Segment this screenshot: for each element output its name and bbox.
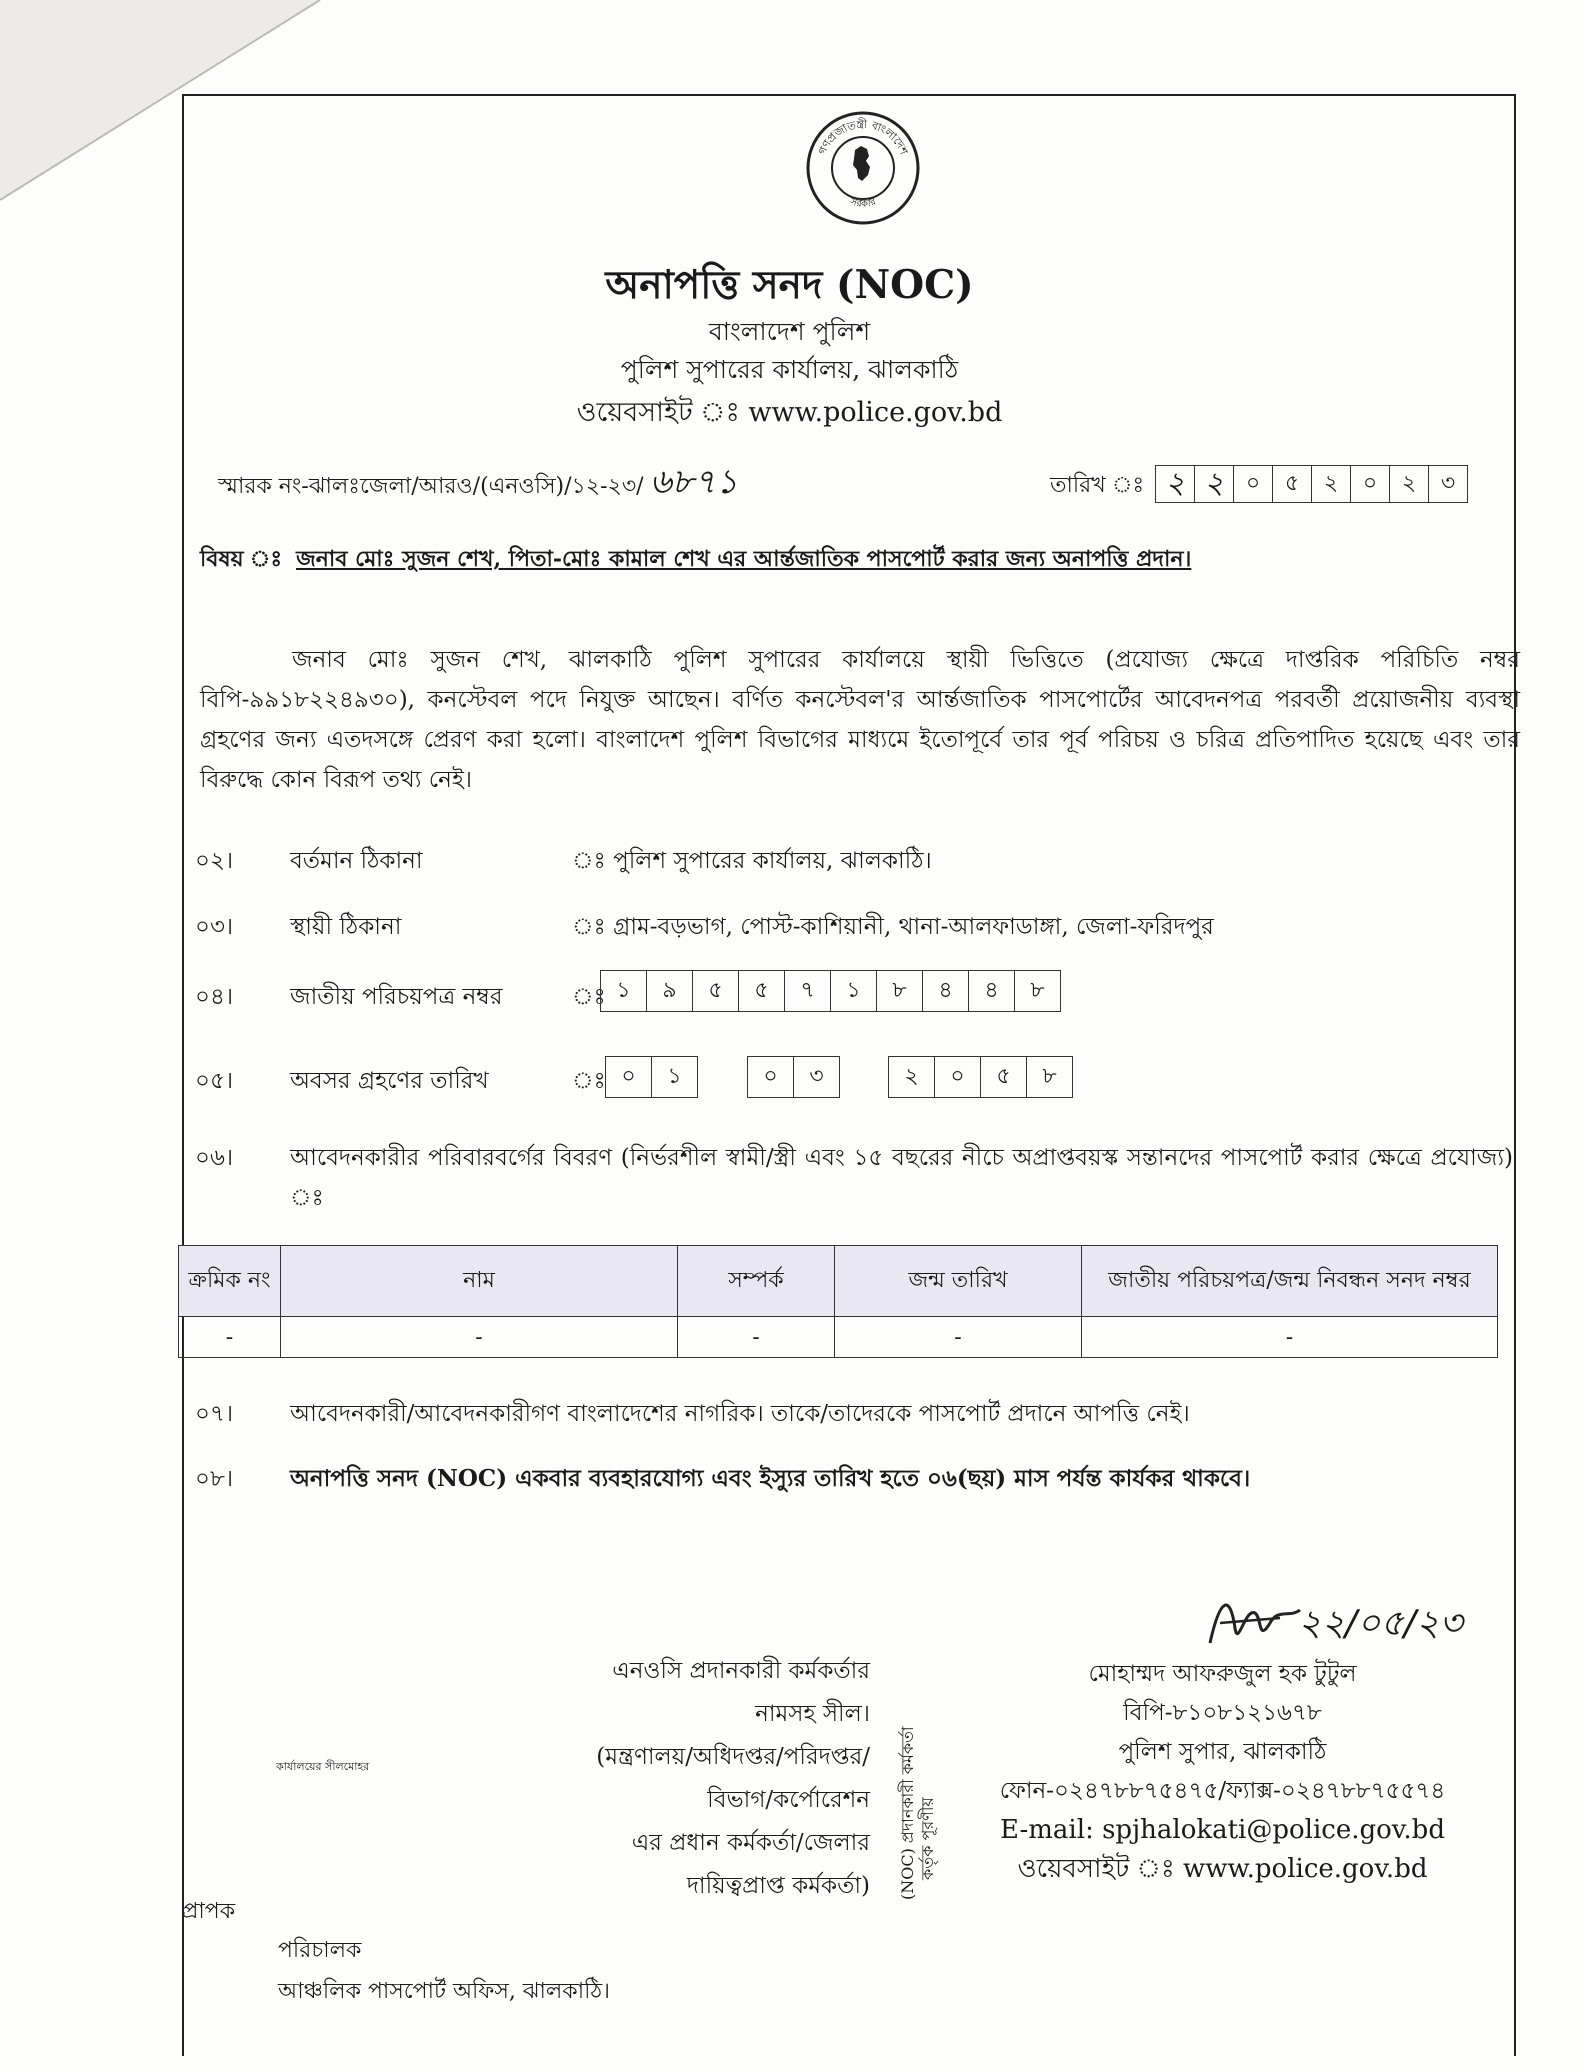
office-name: পুলিশ সুপারের কার্যালয়, ঝালকাঠি [620, 355, 959, 384]
date-label: তারিখ ঃ [1050, 473, 1145, 498]
retirement-month-boxes [747, 1056, 840, 1098]
date-digit-box: ২ [1194, 465, 1233, 503]
memo-number [218, 456, 738, 513]
nid-digit-box: ১ [830, 970, 876, 1012]
recipient-label: প্রাপক [182, 1899, 236, 1924]
nid-digit-box: ৪ [968, 970, 1014, 1012]
date-digit-box: ২ [1311, 465, 1350, 503]
table-header-row [179, 1246, 1498, 1317]
item-text: আবেদনকারী/আবেদনকারীগণ বাংলাদেশের নাগরিক। তাকে/তাদেরকে পাসপোর্ট প্রদানে আপত্তি নেই। [290, 1401, 1190, 1427]
item-label: অবসর গ্রহণের তারিখ [290, 1068, 489, 1094]
vertical-note-1: (NOC) প্রদানকারী কর্মকর্তা [898, 1726, 917, 1900]
document-title: অনাপত্তি সনদ (NOC) [605, 262, 974, 308]
noc-officer-line: এনওসি প্রদানকারী কর্মকর্তার [612, 1658, 870, 1684]
year-digit-box: ২ [888, 1056, 934, 1098]
item-family-details [195, 1138, 1513, 1218]
item-value: ঃ পুলিশ সুপারের কার্যালয়, ঝালকাঠি। [572, 848, 932, 874]
item-label: বর্তমান ঠিকানা [290, 848, 423, 874]
recipient-line-2: আঞ্চলিক পাসপোর্ট অফিস, ঝালকাঠি। [278, 1979, 610, 2004]
family-table [178, 1245, 1498, 1358]
item-number: ০৬। [195, 1145, 234, 1171]
office-seal-note: কার্যালয়ের সীলমোহর [276, 1760, 370, 1773]
nid-digit-box: ১ [600, 970, 646, 1012]
noc-officer-line: দায়িত্বপ্রাপ্ত কর্মকর্তা) [686, 1873, 870, 1899]
signatory-designation: পুলিশ সুপার, ঝালকাঠি [1118, 1739, 1327, 1765]
nid-digit-box: ৯ [646, 970, 692, 1012]
subject-text: জনাব মোঃ সুজন শেখ, পিতা-মোঃ কামাল শেখ এর আর্ন্তজাতিক পাসপোর্ট করার জন্য অনাপত্তি প্রদান। [296, 546, 1192, 572]
item-number: ০৪। [195, 984, 234, 1010]
item-present-address [195, 842, 932, 881]
item-nid [195, 977, 1045, 1017]
retirement-day-boxes [605, 1056, 698, 1098]
item-retirement-date [195, 1062, 1057, 1101]
table-row [179, 1317, 1498, 1358]
item-colon: ঃ [572, 984, 606, 1010]
item-number: ০২। [195, 848, 234, 874]
day-digit-box: ০ [605, 1056, 651, 1098]
table-header: জন্ম তারিখ [835, 1246, 1082, 1317]
table-cell: - [1082, 1317, 1498, 1358]
table-cell: - [835, 1317, 1082, 1358]
item-colon: ঃ [572, 1068, 606, 1094]
body-paragraph: জনাব মোঃ সুজন শেখ, ঝালকাঠি পুলিশ সুপারের কার্যালয়ে স্থায়ী ভিত্তিতে (প্রযোজ্য ক্ষেত্রে দাপ্তরিক পরিচিতি নম্বর বিপি-৯৯১৮২২৪৯৩০), কনস্টেবল পদে নিযুক্ত আছেন। বর্ণিত কনস্টেবল'র আর্ন্তজাতিক পাসপোর্টের আবেদনপত্র পরবর্তী প্রয়োজনীয় ব্যবস্থা গ্রহণের জন্য এতদসঙ্গে প্রেরণ করা হলো। বাংলাদেশ পুলিশ বিভাগের মাধ্যমে ইতোপূর্বে তার পূর্ব পরিচয় ও চরিত্র প্রতিপাদিত হয়েছে এবং তার বিরুদ্ধে কোন বিরূপ তথ্য নেই। [200, 647, 1520, 793]
day-digit-box: ১ [651, 1056, 698, 1098]
item-validity [195, 1460, 1251, 1499]
signatory-email: E-mail: spjhalokati@police.gov.bd [1000, 1815, 1445, 1845]
item-label: জাতীয় পরিচয়পত্র নম্বর [290, 984, 503, 1010]
table-cell: - [678, 1317, 835, 1358]
table-header: সম্পর্ক [678, 1246, 835, 1317]
org-name: বাংলাদেশ পুলিশ [708, 317, 871, 346]
vertical-note-2: কর্তৃক পূরণীয় [918, 1797, 937, 1880]
item-permanent-address [195, 908, 1214, 947]
header-website: ওয়েবসাইট ঃ www.police.gov.bd [576, 397, 1003, 428]
recipient-line-1: পরিচালক [278, 1938, 362, 1963]
table-header: নাম [281, 1246, 678, 1317]
memo-label: স্মারক নং-ঝালঃজেলা/আরও/(এনওসি)/১২-২৩/ [218, 474, 644, 499]
date-digit-box: ৫ [1272, 465, 1311, 503]
date-digit-box: ০ [1350, 465, 1389, 503]
signatory-website: ওয়েবসাইট ঃ www.police.gov.bd [1017, 1854, 1428, 1884]
item-number: ০৮। [195, 1466, 234, 1492]
table-header: ক্রমিক নং [179, 1246, 281, 1317]
item-text: আবেদনকারীর পরিবারবর্গের বিবরণ (নির্ভরশীল স্বামী/স্ত্রী এবং ১৫ বছরের নীচে অপ্রাপ্তবয়স্ক সন্তানদের পাসপোর্ট করার ক্ষেত্রে প্রযোজ্য) ঃ [290, 1145, 1513, 1211]
noc-officer-line: এর প্রধান কর্মকর্তা/জেলার [631, 1830, 870, 1856]
memo-handwritten-number: ৬৮৭১ [649, 462, 738, 502]
item-text: অনাপত্তি সনদ (NOC) একবার ব্যবহারযোগ্য এবং ইস্যুর তারিখ হতে ০৬(ছয়) মাস পর্যন্ত কার্যকর থাকবে। [290, 1465, 1251, 1492]
signature-date-handwritten: ২২/০৫/২৩ [1298, 1603, 1463, 1644]
noc-officer-line: (মন্ত্রণালয়/অধিদপ্তর/পরিদপ্তর/ [596, 1744, 870, 1770]
subject-label: বিষয় ঃ [200, 546, 283, 572]
noc-officer-line: বিভাগ/কর্পোরেশন [707, 1787, 870, 1813]
nid-digit-box: ৮ [876, 970, 922, 1012]
nid-digit-box: ৫ [692, 970, 738, 1012]
date-digit-box: ২ [1389, 465, 1428, 503]
date-digit-box: ২ [1155, 465, 1194, 503]
subject-line [200, 542, 1191, 579]
item-number: ০৫। [195, 1068, 234, 1094]
signatory-phone: ফোন-০২৪৭৮৮৭৫৪৭৫/ফ্যাক্স-০২৪৭৮৮৭৫৫৭৪ [999, 1778, 1446, 1804]
seal-top-text: গণপ্রজাতন্ত্রী বাংলাদেশ [815, 117, 911, 157]
table-cell: - [179, 1317, 281, 1358]
nid-digit-box: ৭ [784, 970, 830, 1012]
noc-officer-block [560, 1650, 870, 1908]
seal-bottom-text: সরকার [848, 196, 878, 211]
signatory-bp: বিপি-৮১০৮১২১৬৭৮ [1123, 1700, 1322, 1726]
nid-digit-box: ৫ [738, 970, 784, 1012]
table-cell: - [281, 1317, 678, 1358]
table-header: জাতীয় পরিচয়পত্র/জন্ম নিবন্ধন সনদ নম্বর [1082, 1246, 1498, 1317]
item-citizenship [195, 1395, 1190, 1434]
signatory-name: মোহাম্মদ আফরুজুল হক টুটুল [1088, 1661, 1357, 1687]
signatory-block [955, 1655, 1490, 1889]
year-digit-box: ৮ [1026, 1056, 1073, 1098]
nid-boxes [600, 970, 1061, 1012]
item-number: ০৭। [195, 1401, 234, 1427]
noc-officer-line: নামসহ সীল। [755, 1701, 870, 1727]
retirement-year-boxes [888, 1056, 1073, 1098]
nid-digit-box: ৪ [922, 970, 968, 1012]
item-value: ঃ গ্রাম-বড়ভাগ, পোস্ট-কাশিয়ানী, থানা-আলফাডাঙ্গা, জেলা-ফরিদপুর [572, 914, 1214, 940]
month-digit-box: ০ [747, 1056, 793, 1098]
government-seal-icon [805, 110, 921, 226]
item-label: স্থায়ী ঠিকানা [290, 914, 402, 940]
nid-digit-box: ৮ [1014, 970, 1061, 1012]
year-digit-box: ০ [934, 1056, 980, 1098]
handwritten-signature-icon [1200, 1588, 1310, 1658]
date-boxes [1155, 465, 1468, 503]
date-digit-box: ০ [1233, 465, 1272, 503]
date-digit-box: ৩ [1428, 465, 1468, 503]
year-digit-box: ৫ [980, 1056, 1026, 1098]
month-digit-box: ৩ [793, 1056, 840, 1098]
item-number: ০৩। [195, 914, 234, 940]
